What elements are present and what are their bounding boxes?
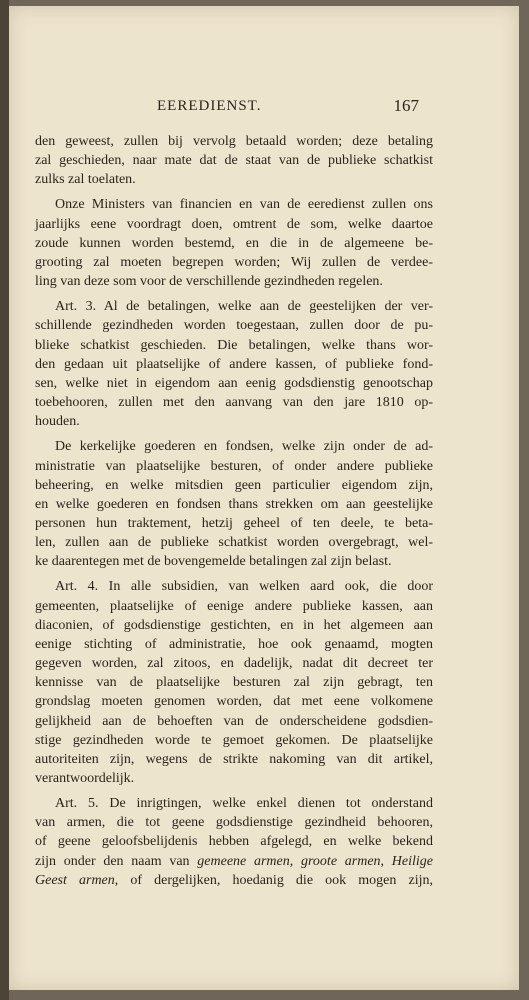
book-gutter xyxy=(0,0,9,1000)
text-segment: , xyxy=(289,853,301,869)
text-line: stige gezindheden worde te gemoet gekomen. De plaatselijke xyxy=(35,732,433,748)
text-line-mixed xyxy=(35,852,433,871)
text-line: ling van deze som voor de verschillende gezindheden regelen. xyxy=(35,274,383,290)
text-line: gelijkheid aan de behoeften van de onderscheidene godsdien- xyxy=(35,713,433,729)
text-line: en welke goederen en fondsen thans strekken om aan geestelijke xyxy=(35,496,433,512)
paragraph-1 xyxy=(35,132,433,189)
running-title: EEREDIENST. xyxy=(157,98,262,114)
text-line: autoriteiten zijn, wegens de strikte nakoming van dit artikel, xyxy=(35,751,433,767)
text-line: of geene geloofsbelijdenis hebben afgelegd, en welke bekend xyxy=(35,834,433,850)
text-line: De kerkelijke goederen en fondsen, welke zijn onder de ad- xyxy=(55,439,433,455)
text-line: sen, welke niet in eigendom aan eenig godsdienstig genootschap xyxy=(35,375,433,391)
text-line: houden. xyxy=(35,414,80,430)
text-line: Onze Ministers van financien en van de eeredienst zullen ons xyxy=(55,197,433,213)
paragraph-article-4 xyxy=(35,577,433,788)
text-line: Art. 3. Al de betalingen, welke aan de geestelijken der ver- xyxy=(55,299,433,315)
text-line: gegeven worden, zal zitoos, en dadelijk, nadat dit decreet ter xyxy=(35,656,433,672)
text-line: zulks zal toelaten. xyxy=(35,172,136,188)
page-number: 167 xyxy=(393,96,419,115)
text-line: blieke schatkist geschieden. Die betalingen, welke thans wor- xyxy=(35,337,433,353)
text-line: ke daarentegen met de bovengemelde betalingen zal zijn belast. xyxy=(35,554,392,570)
text-line-mixed xyxy=(35,871,433,890)
text-line: den geweest, zullen bij vervolg betaald worden; deze betaling xyxy=(35,134,433,149)
body-text xyxy=(35,132,433,896)
book-page xyxy=(9,6,519,990)
paragraph-article-3 xyxy=(35,297,433,431)
text-line: beheering, en welke mitsdien geen particulier eigendom zijn, xyxy=(35,477,433,493)
italic-term: Heilige xyxy=(391,853,433,869)
page-header xyxy=(157,98,419,122)
text-line: schillende gezindheden worden toegestaan, zullen door de pu- xyxy=(35,318,433,334)
text-line: eenige stichting of administratie, hoe ook genaamd, mogten xyxy=(35,636,433,652)
text-line: verantwoordelijk. xyxy=(35,771,135,786)
text-line: zoude kunnen worden bestemd, en die in de algemeene be- xyxy=(35,235,433,251)
italic-term: gemeene armen xyxy=(197,853,290,869)
text-line: kennisse van de plaatselijke besturen zal zijn gebragt, ten xyxy=(35,675,433,691)
italic-term: groote armen xyxy=(301,853,381,869)
italic-term: Geest armen xyxy=(35,872,115,888)
text-line: jaarlijks eene voordragt doen, omtrent de som, welke daartoe xyxy=(35,216,433,232)
text-line: ministratie van plaatselijke besturen, of onder andere publieke xyxy=(35,458,433,474)
text-line: len, zullen aan de publieke schatkist worden overgebragt, wel- xyxy=(35,535,433,551)
text-line: personen hun traktement, hetzij geheel of ten deele, te beta- xyxy=(35,515,433,531)
text-segment: zijn onder den naam van xyxy=(35,853,198,869)
text-segment: , xyxy=(380,853,392,869)
paragraph-article-5 xyxy=(35,794,433,890)
paragraph-2 xyxy=(35,195,433,291)
text-line: Art. 4. In alle subsidien, van welken aard ook, die door xyxy=(55,579,433,595)
paragraph-4 xyxy=(35,437,433,571)
text-line: grooting zal moeten begrepen worden; Wij zullen de verdee- xyxy=(35,254,433,270)
text-line: diaconien, of godsdienstige gestichten, en in het algemeen aan xyxy=(35,617,433,633)
text-line: van armen, die tot geene godsdienstige gezindheid behooren, xyxy=(35,815,433,831)
text-line: den gedaan uit plaatselijke of andere kassen, of publieke fond- xyxy=(35,356,433,372)
text-line: Art. 5. De inrigtingen, welke enkel dienen tot onderstand xyxy=(55,796,433,812)
text-line: gemeenten, plaatselijke of eenige andere publieke kassen, aan xyxy=(35,598,433,614)
text-segment: , of dergelijken, hoedanig die ook mogen zijn, xyxy=(114,872,433,888)
text-line: toebehooren, zullen met den aanvang van den jare 1810 op- xyxy=(35,395,433,411)
text-line: grondslag moeten genomen worden, dat met eene volkomene xyxy=(35,694,433,710)
text-line: zal geschieden, naar mate dat de staat van de publieke schatkist xyxy=(35,153,433,169)
